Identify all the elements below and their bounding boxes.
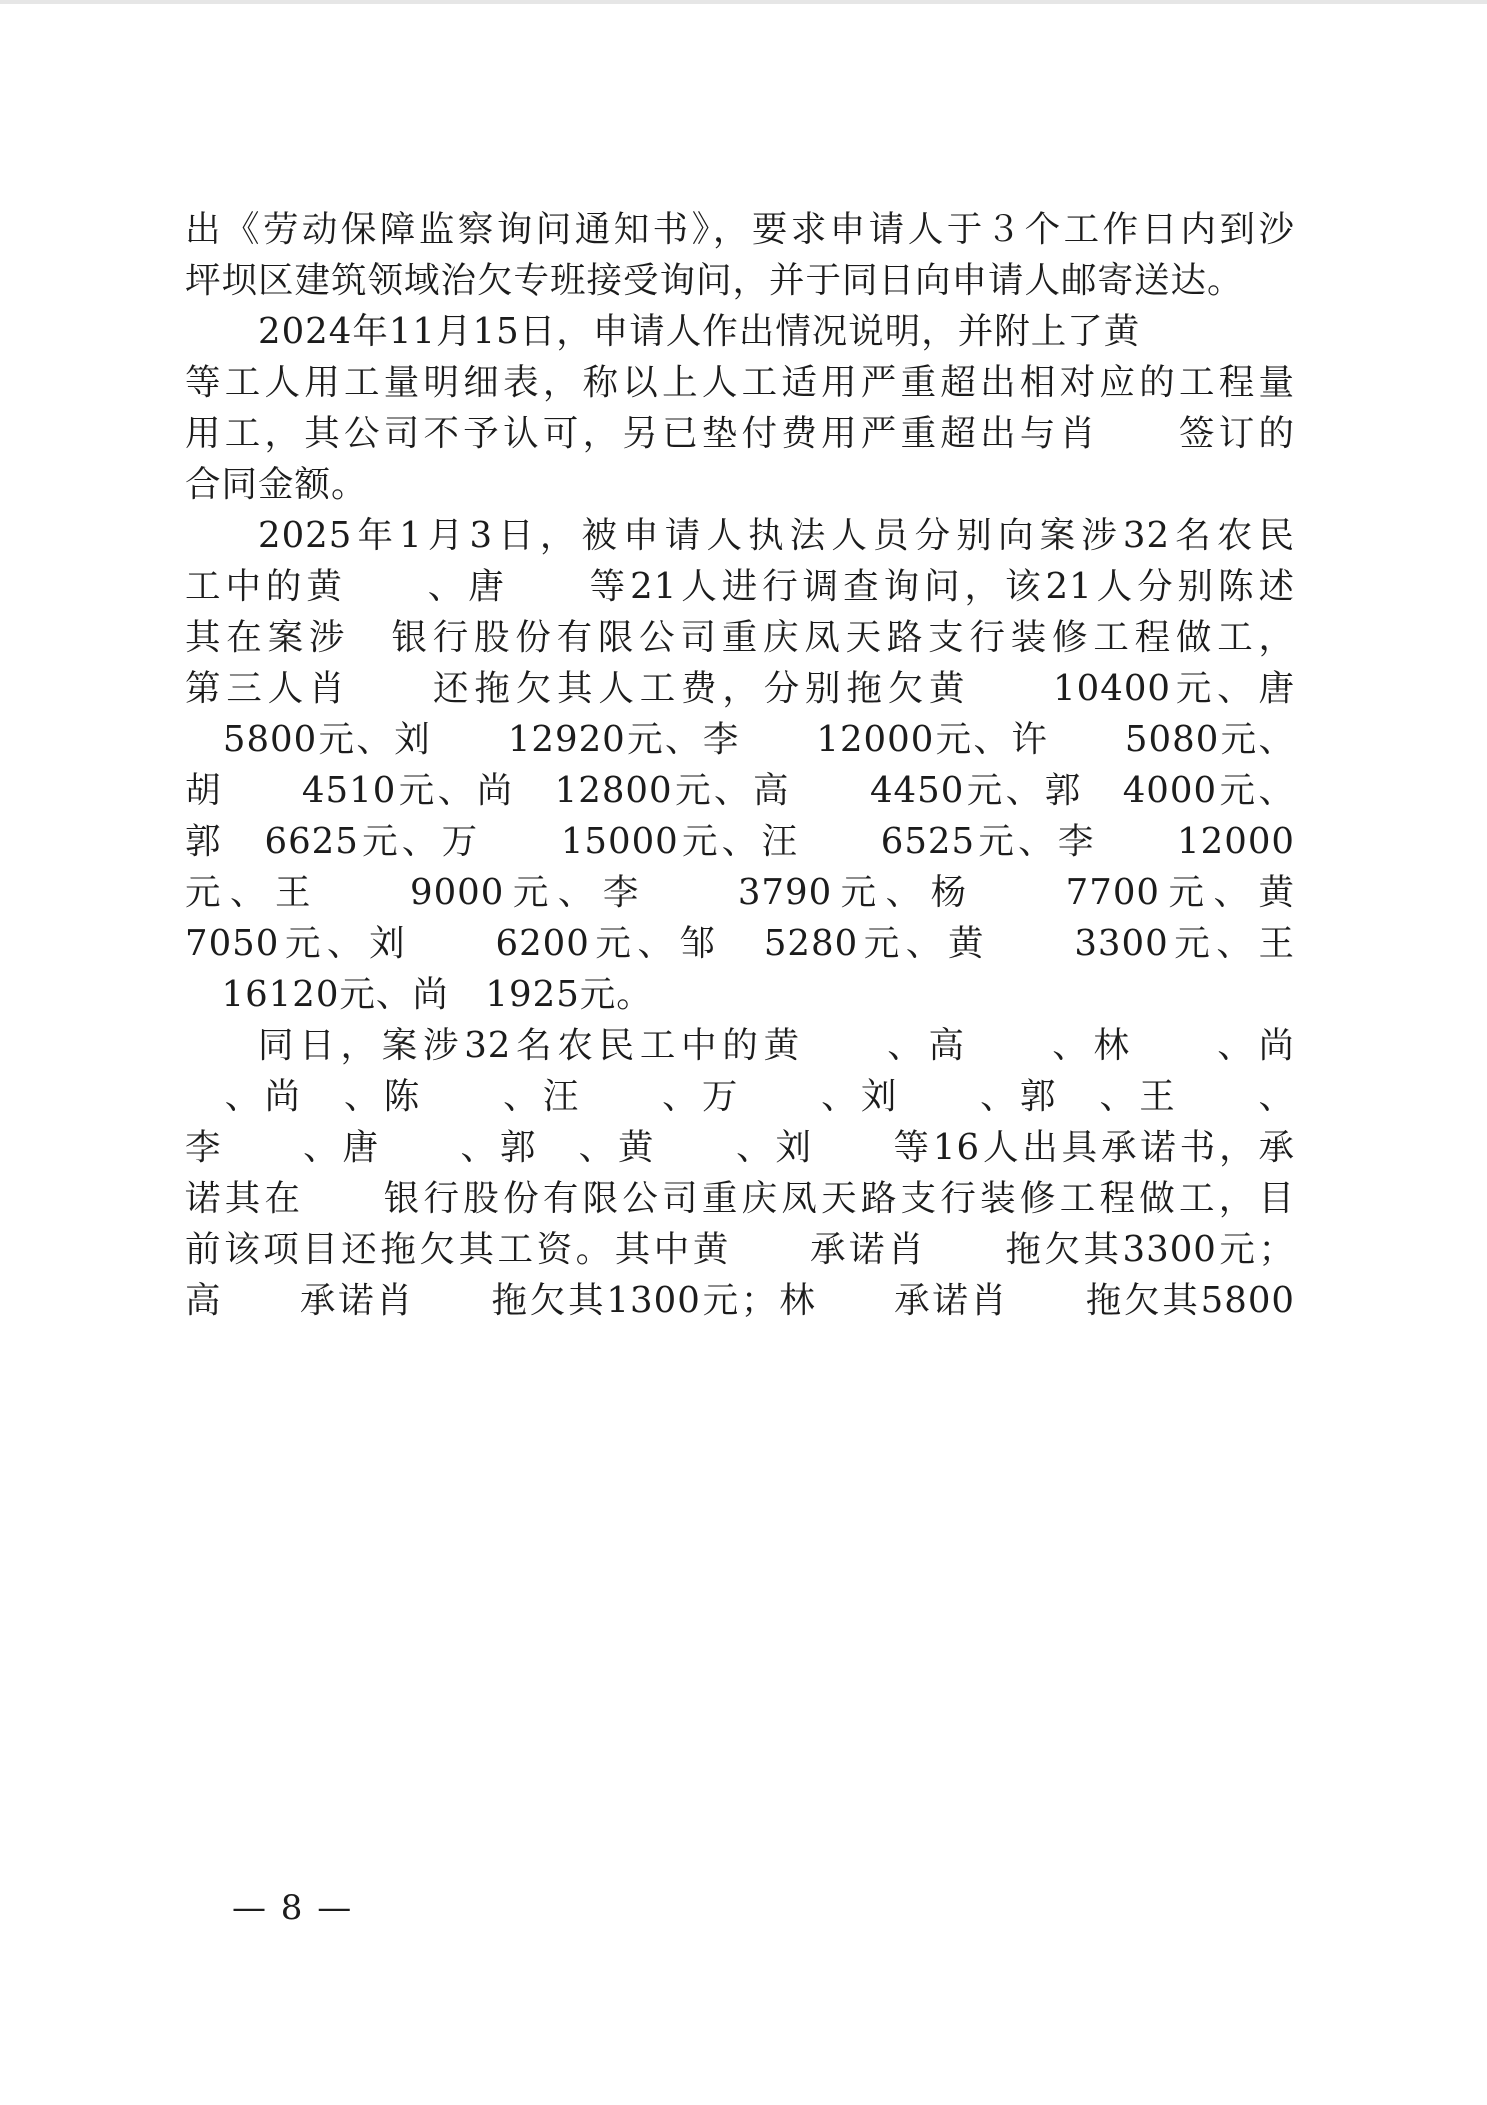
- body-line: 高 承诺肖 拖欠其1300元；林 承诺肖 拖欠其5800: [185, 1281, 1295, 1321]
- body-line: 坪坝区建筑领域治欠专班接受询问，并于同日向申请人邮寄送达。: [185, 261, 1244, 301]
- body-line: 其在案涉 银行股份有限公司重庆凤天路支行装修工程做工，: [185, 618, 1295, 658]
- body-line: 诺其在 银行股份有限公司重庆凤天路支行装修工程做工，目: [185, 1179, 1295, 1219]
- body-line: 工中的黄 、唐 等21人进行调查询问，该21人分别陈述: [185, 567, 1295, 607]
- body-line: 、尚 、陈 、汪 、万 、刘 、郭 、王 、: [185, 1077, 1295, 1117]
- scan-top-edge: [0, 0, 1487, 4]
- body-line: 同日，案涉32名农民工中的黄 、高 、林 、尚: [258, 1026, 1295, 1066]
- body-line: 出《劳动保障监察询问通知书》，要求申请人于３个工作日内到沙: [185, 210, 1295, 250]
- body-line: 胡 4510元、尚 12800元、高 4450元、郭 4000元、: [185, 771, 1295, 811]
- body-line: 2024年11月15日，申请人作出情况说明，并附上了黄: [258, 312, 1141, 352]
- body-line: 5800元、刘 12920元、李 12000元、许 5080元、: [185, 720, 1295, 760]
- body-line: 李 、唐 、郭 、黄 、刘 等16人出具承诺书，承: [185, 1128, 1295, 1168]
- body-line: 郭 6625元、万 15000元、汪 6525元、李 12000: [185, 822, 1295, 862]
- body-line: 用工，其公司不予认可，另已垫付费用严重超出与肖 签订的: [185, 414, 1295, 454]
- body-line: 等工人用工量明细表，称以上人工适用严重超出相对应的工程量: [185, 363, 1295, 403]
- body-line: 前该项目还拖欠其工资。其中黄 承诺肖 拖欠其3300元；: [185, 1230, 1295, 1270]
- body-line: 元、王 9000元、李 3790元、杨 7700元、黄: [185, 873, 1295, 913]
- body-line: 第三人肖 还拖欠其人工费，分别拖欠黄 10400元、唐: [185, 669, 1295, 709]
- body-line: 16120元、尚 1925元。: [185, 975, 653, 1015]
- body-line: 合同金额。: [185, 465, 368, 505]
- body-line: 7050元、刘 6200元、邹 5280元、黄 3300元、王: [185, 924, 1295, 964]
- page-number: — 8 —: [232, 1888, 354, 1928]
- body-line: 2025年1月3日，被申请人执法人员分别向案涉32名农民: [258, 516, 1295, 556]
